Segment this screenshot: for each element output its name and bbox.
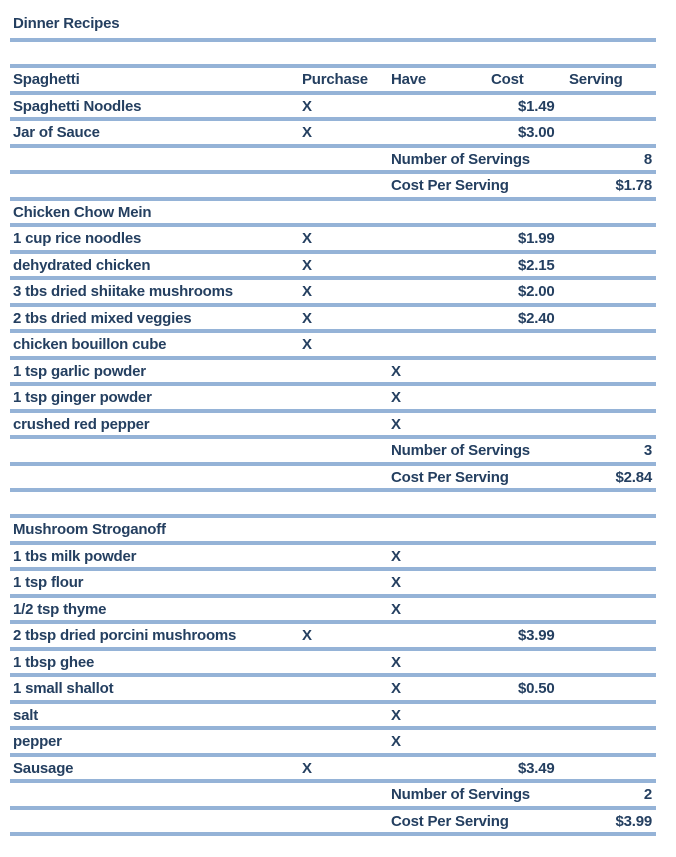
ingredient-cost: $2.15 (518, 256, 555, 274)
purchase-mark: X (302, 283, 312, 300)
have-mark: X (391, 415, 401, 433)
page-title: Dinner Recipes (13, 15, 120, 32)
ingredient-name: 1 tsp garlic powder (13, 362, 146, 380)
recipe-header-row (10, 518, 656, 545)
servings-row (10, 783, 656, 810)
ingredient-row (10, 651, 656, 678)
cost-per-serving-value: $2.84 (615, 468, 652, 486)
ingredient-cost: $2.00 (518, 283, 555, 300)
cost-per-serving-value: $1.78 (615, 177, 652, 194)
ingredient-name: salt (13, 706, 39, 724)
servings-value: 8 (643, 150, 652, 168)
ingredient-name: 1 tbsp ghee (13, 653, 95, 671)
purchase-mark: X (302, 336, 312, 353)
ingredient-name: chicken bouillon cube (13, 336, 167, 353)
have-mark: X (391, 706, 401, 724)
ingredient-row (10, 624, 656, 651)
header-row (10, 68, 656, 95)
ingredient-cost: $2.40 (518, 309, 555, 327)
recipe-table-1 (10, 68, 656, 492)
ingredient-row (10, 280, 656, 307)
ingredient-name: 2 tbsp dried porcini mushrooms (13, 627, 237, 644)
cost-per-serving-label: Cost Per Serving (391, 812, 509, 830)
ingredient-row (10, 333, 656, 360)
ingredient-row (10, 386, 656, 413)
servings-label: Number of Servings (391, 786, 530, 803)
cost-per-serving-row (10, 466, 656, 493)
ingredient-name: dehydrated chicken (13, 256, 151, 274)
ingredient-cost: $1.99 (518, 230, 555, 247)
have-mark: X (391, 389, 401, 406)
ingredient-row (10, 677, 656, 704)
servings-row (10, 439, 656, 466)
ingredient-name: Sausage (13, 759, 74, 777)
ingredient-name: 1 cup rice noodles (13, 230, 142, 247)
ingredient-row (10, 730, 656, 757)
ingredient-cost: $3.00 (518, 124, 555, 141)
ingredient-row (10, 704, 656, 731)
purchase-mark: X (302, 230, 312, 247)
ingredient-name: 1 tbs milk powder (13, 547, 137, 565)
column-header-cost: Cost (491, 71, 524, 88)
ingredient-row (10, 413, 656, 440)
ingredient-name: 1/2 tsp thyme (13, 600, 107, 618)
ingredient-name: Spaghetti Noodles (13, 97, 142, 115)
ingredient-row (10, 227, 656, 254)
cost-per-serving-label: Cost Per Serving (391, 177, 509, 194)
cost-per-serving-row (10, 810, 656, 837)
purchase-mark: X (302, 309, 312, 327)
servings-label: Number of Servings (391, 442, 530, 459)
ingredient-row (10, 571, 656, 598)
ingredient-name: 1 tsp ginger powder (13, 389, 152, 406)
ingredient-row (10, 95, 656, 122)
servings-row (10, 148, 656, 175)
servings-label: Number of Servings (391, 150, 530, 168)
ingredient-row (10, 254, 656, 281)
purchase-mark: X (302, 256, 312, 274)
ingredient-cost: $3.49 (518, 759, 555, 777)
ingredient-name: pepper (13, 733, 62, 750)
cost-per-serving-label: Cost Per Serving (391, 468, 509, 486)
have-mark: X (391, 680, 401, 697)
recipe-name: Spaghetti (13, 71, 80, 88)
ingredient-cost: $3.99 (518, 627, 555, 644)
have-mark: X (391, 733, 401, 750)
have-mark: X (391, 653, 401, 671)
ingredient-row (10, 121, 656, 148)
column-header-purchase: Purchase (302, 71, 368, 88)
ingredient-row (10, 757, 656, 784)
servings-value: 3 (643, 442, 652, 459)
ingredient-cost: $0.50 (518, 680, 555, 697)
have-mark: X (391, 547, 401, 565)
have-mark: X (391, 574, 401, 591)
ingredient-row (10, 360, 656, 387)
ingredient-name: 3 tbs dried shiitake mushrooms (13, 283, 233, 300)
have-mark: X (391, 362, 401, 380)
recipe-header-row (10, 201, 656, 228)
ingredient-name: 2 tbs dried mixed veggies (13, 309, 192, 327)
servings-value: 2 (643, 786, 652, 803)
cost-per-serving-value: $3.99 (615, 812, 652, 830)
ingredient-name: Jar of Sauce (13, 124, 100, 141)
ingredient-row (10, 307, 656, 334)
recipe-name: Chicken Chow Mein (13, 203, 152, 221)
have-mark: X (391, 600, 401, 618)
purchase-mark: X (302, 759, 312, 777)
ingredient-name: crushed red pepper (13, 415, 150, 433)
ingredient-name: 1 tsp flour (13, 574, 84, 591)
purchase-mark: X (302, 97, 312, 115)
purchase-mark: X (302, 124, 312, 141)
column-header-serving: Serving (569, 71, 623, 88)
title-rule (10, 38, 656, 42)
column-header-have: Have (391, 71, 427, 88)
ingredient-row (10, 598, 656, 625)
cost-per-serving-row (10, 174, 656, 201)
ingredient-name: 1 small shallot (13, 680, 114, 697)
purchase-mark: X (302, 627, 312, 644)
ingredient-row (10, 545, 656, 572)
recipe-name: Mushroom Stroganoff (13, 521, 166, 538)
ingredient-cost: $1.49 (518, 97, 555, 115)
recipe-table-2 (10, 518, 656, 836)
